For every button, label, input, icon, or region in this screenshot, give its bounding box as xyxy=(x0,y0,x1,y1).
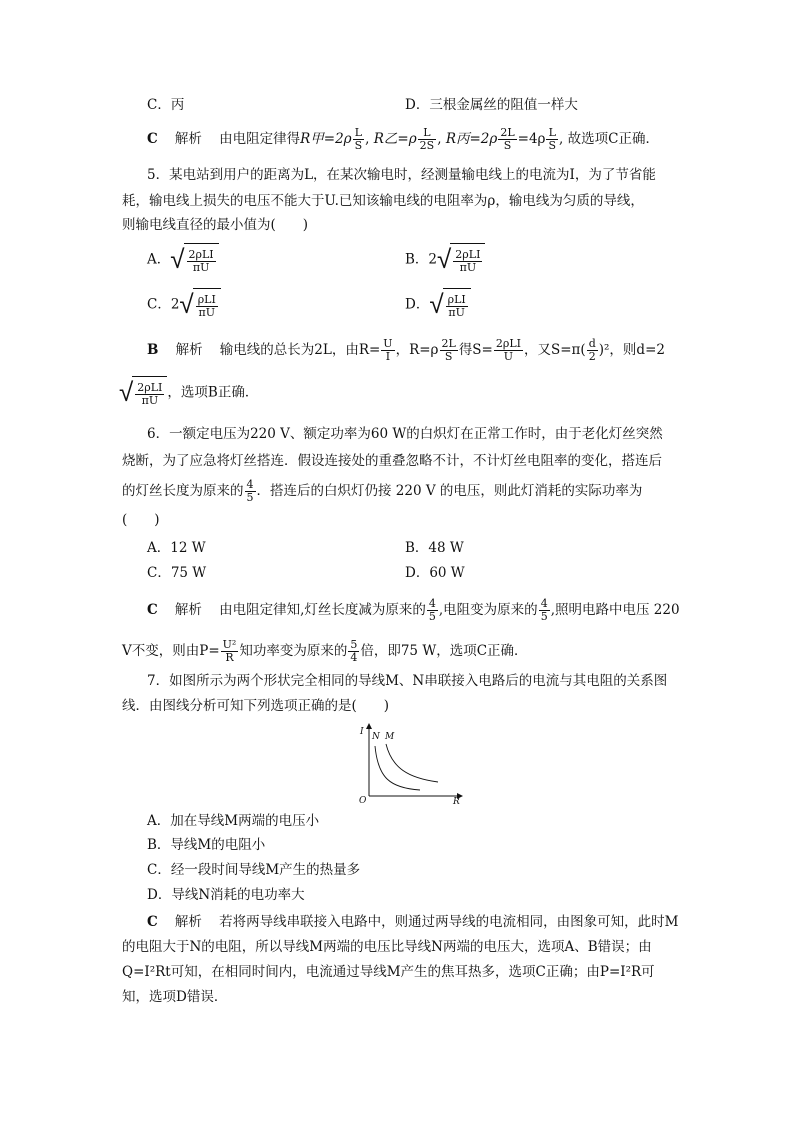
q7-stem-line1: 7．如图所示为两个形状完全相同的导线M、N串联接入电路后的电流与其电阻的关系图 xyxy=(147,673,668,689)
sqrt-expression: √ $\frac{\text{ρLI}}{\pi U}$ xyxy=(179,288,220,322)
q6-option-a: A．12 W xyxy=(147,540,206,556)
origin-label: O xyxy=(359,796,367,806)
q5-stem-line3: 则输电线直径的最小值为( ) xyxy=(122,217,309,233)
curve-label-n: N xyxy=(372,732,380,742)
sqrt-expression: √ $\frac{\text{2ρLI}}{\pi U}$ xyxy=(119,376,167,410)
q7-explanation-line4: 知，选项D错误． xyxy=(122,989,228,1005)
fraction: $\frac{2L}{S}$ xyxy=(500,126,515,152)
q7-explanation-line1: C 解析 若将两导线串联接入电路中，则通过两导线的电流相同，由图象可知，此时M xyxy=(147,914,679,930)
q6-option-c: C．75 W xyxy=(147,565,207,581)
q7-option-d: D．导线N消耗的电功率大 xyxy=(147,887,305,903)
explanation-label: 解析 xyxy=(175,342,203,358)
q5-explanation-line1: B 解析 输电线的总长为2L，由R= $\frac{U}{I}$ ，R=ρ $\frac{2L}{S}$ 得S= $\frac{\text{2ρLI}}{U}$ ，又S=π( $\frac{d}{2}$ )²，则d=2 xyxy=(147,337,665,363)
sqrt-expression: √ $\frac{\text{2ρLI}}{\pi U}$ xyxy=(170,243,218,277)
q4-option-c: C．丙 xyxy=(147,97,185,113)
q6-option-d: D．60 W xyxy=(405,565,465,581)
i-r-graph xyxy=(356,720,466,806)
curve-n xyxy=(375,746,420,790)
q7-explanation-line3: Q=I²Rt可知，在相同时间内，电流通过导线M产生的焦耳热多，选项C正确；由P=I²R可 xyxy=(122,964,655,980)
q6-explanation-line1: C 解析 由电阻定律知,灯丝长度减为原来的 $\frac{4}{5}$ ,电阻变为原来的 $\frac{4}{5}$ ,照明电路中电压 220 xyxy=(147,597,680,623)
q5-stem-line2: 耗，输电线上损失的电压不能大于U.已知该输电线的电阻率为ρ，输电线为匀质的导线， xyxy=(122,193,644,209)
q4-explanation: C 解析 由电阻定律得R甲=2ρ $\frac{L}{S}$ , R乙=ρ $\frac{L}{2S}$ , R丙=2ρ $\frac{2L}{S}$ =4ρ $\frac{L}{S}$ , 故选项C正确． xyxy=(147,126,659,152)
q6-stem-line4: ( ) xyxy=(122,512,160,528)
q7-option-a: A．加在导线M两端的电压小 xyxy=(147,813,320,829)
q6-explanation-line2: V不变，则由P= $\frac{\text{U²}}{R}$ 知功率变为原来的 $\frac{5}{4}$ 倍，即75 W，选项C正确． xyxy=(122,638,528,664)
answer-letter: C xyxy=(147,914,158,930)
explanation-label: 解析 xyxy=(174,131,202,147)
q6-stem-line3: 的灯丝长度为原来的 $\frac{4}{5}$ ．搭连后的白炽灯仍接 220 V 的电压，则此灯消耗的实际功率为 xyxy=(122,478,643,504)
answer-letter: C xyxy=(147,131,158,147)
sqrt-expression: √ $\frac{\text{ρLI}}{\pi U}$ xyxy=(429,288,470,322)
answer-letter: B xyxy=(147,342,159,358)
q5-option-a: A． √ $\frac{\text{2ρLI}}{\pi U}$ xyxy=(147,243,219,277)
q7-explanation-line2: 的电阻大于N的电阻，所以导线M两端的电压比导线N两端的电压大，选项A、B错误；由 xyxy=(122,939,652,955)
x-axis-label: R xyxy=(453,797,460,806)
explanation-label: 解析 xyxy=(174,602,202,618)
q6-option-b: B．48 W xyxy=(405,540,464,556)
q5-option-d: D． √ $\frac{\text{ρLI}}{\pi U}$ xyxy=(405,288,471,322)
answer-letter: C xyxy=(147,602,158,618)
q7-stem-line2: 线．由图线分析可知下列选项正确的是( ) xyxy=(122,698,390,714)
q5-option-c: C．2 √ $\frac{\text{ρLI}}{\pi U}$ xyxy=(147,288,221,322)
q7-option-c: C．经一段时间导线M产生的热量多 xyxy=(147,862,361,878)
y-axis-label: I xyxy=(360,727,364,737)
explanation-label: 解析 xyxy=(174,914,202,930)
fraction: $\frac{L}{S}$ xyxy=(548,126,557,152)
sqrt-expression: √ $\frac{\text{2ρLI}}{\pi U}$ xyxy=(437,243,485,277)
fraction: $\frac{L}{2S}$ xyxy=(419,126,435,152)
q6-stem-line1: 6．一额定电压为220 V、额定功率为60 W的白炽灯在正常工作时，由于老化灯丝突然 xyxy=(147,426,663,442)
fraction: $\frac{L}{S}$ xyxy=(354,126,363,152)
curve-label-m: M xyxy=(385,732,395,742)
q6-stem-line2: 烧断，为了应急将灯丝搭连．假设连接处的重叠忽略不计，不计灯丝电阻率的变化，搭连后 xyxy=(122,453,662,469)
curve-m xyxy=(386,744,438,782)
q5-option-b: B．2 √ $\frac{\text{2ρLI}}{\pi U}$ xyxy=(405,243,485,277)
q4-option-d: D．三根金属丝的阻值一样大 xyxy=(405,97,578,113)
q7-option-b: B．导线M的电阻小 xyxy=(147,837,266,853)
q5-stem-line1: 5．某电站到用户的距离为L，在某次输电时，经测量输电线上的电流为I，为了节省能 xyxy=(147,167,656,183)
q5-explanation-line2: √ $\frac{\text{2ρLI}}{\pi U}$ ，选项B正确． xyxy=(119,378,259,408)
